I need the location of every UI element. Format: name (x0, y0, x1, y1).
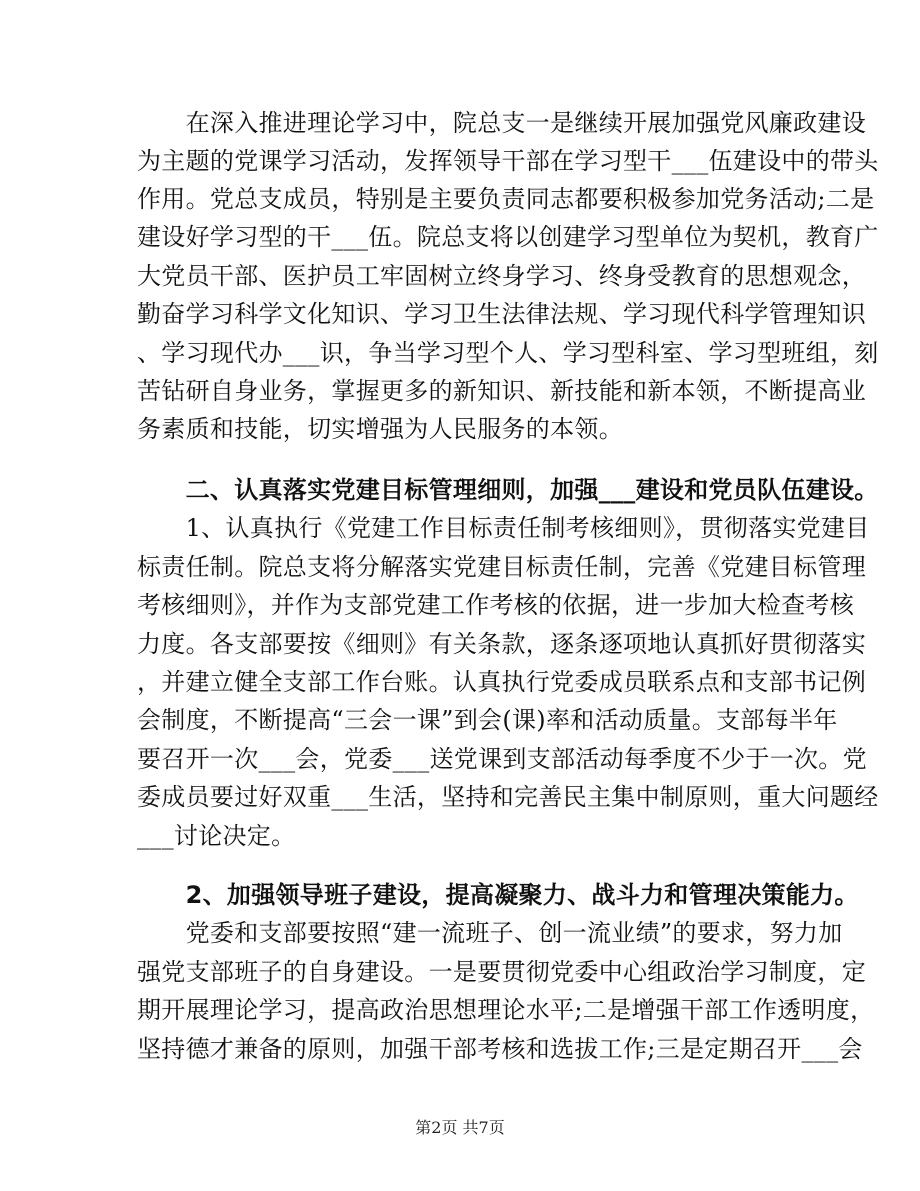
paragraph-line: 作用。党总支成员，特别是主要负责同志都要积极参加党务活动;二是 (137, 185, 875, 213)
paragraph-line: 坚持德才兼备的原则，加强干部考核和选拔工作;三是定期召开___会 (137, 1035, 863, 1063)
paragraph-line: 力度。各支部要按《细则》有关条款，逐条逐项地认真抓好贯彻落实 (137, 630, 866, 658)
paragraph-line: 会制度，不断提高“三会一课”到会(课)率和活动质量。支部每半年 (137, 706, 838, 734)
paragraph-line: 在深入推进理论学习中，院总支一是继续开展加强党风廉政建设 (137, 109, 866, 137)
paragraph-line: 为主题的党课学习活动，发挥领导干部在学习型干___伍建设中的带头 (137, 147, 879, 175)
paragraph-line: 考核细则》，并作为支部党建工作考核的依据，进一步加大检查考核 (137, 591, 854, 619)
page-footer: 第2页 共7页 (415, 1118, 505, 1137)
subsection-heading: 2、加强领导班子建设，提高凝聚力、战斗力和管理决策能力。 (137, 881, 859, 909)
paragraph-line: 标责任制。院总支将分解落实党建目标责任制，完善《党建目标管理 (137, 553, 866, 581)
paragraph-line: 期开展理论学习，提高政治思想理论水平;二是增强干部工作透明度， (137, 996, 875, 1024)
paragraph-line: 要召开一次___会，党委___送党课到支部活动每季度不少于一次。党 (137, 745, 867, 773)
paragraph-line: 党委和支部要按照“建一流班子、创一流业绩”的要求，努力加 (137, 919, 843, 947)
paragraph-line: 委成员要过好双重___生活，坚持和完善民主集中制原则，重大问题经 (137, 783, 879, 811)
paragraph-line: 勤奋学习科学文化知识、学习卫生法律法规、学习现代科学管理知识 (137, 300, 866, 328)
paragraph-line: ___讨论决定。 (137, 822, 296, 850)
paragraph-line: 、学习现代办___识，争当学习型个人、学习型科室、学习型班组，刻 (137, 339, 879, 367)
paragraph-line: ，并建立健全支部工作台账。认真执行党委成员联系点和支部书记例 (137, 668, 866, 696)
paragraph-line: 务素质和技能，切实增强为人民服务的本领。 (137, 415, 623, 443)
paragraph-line: 建设好学习型的干___伍。院总支将以创建学习型单位为契机，教育广 (137, 223, 879, 251)
paragraph-line: 苦钻研自身业务，掌握更多的新知识、新技能和新本领，不断提高业 (137, 377, 866, 405)
section-heading: 二、认真落实党建目标管理细则，加强___建设和党员队伍建设。 (137, 476, 879, 504)
paragraph-line: 1、认真执行《党建工作目标责任制考核细则》，贯彻落实党建目 (137, 514, 870, 542)
paragraph-line: 强党支部班子的自身建设。一是要贯彻党委中心组政治学习制度，定 (137, 958, 866, 986)
paragraph-line: 大党员干部、医护员工牢固树立终身学习、终身受教育的思想观念， (137, 262, 866, 290)
